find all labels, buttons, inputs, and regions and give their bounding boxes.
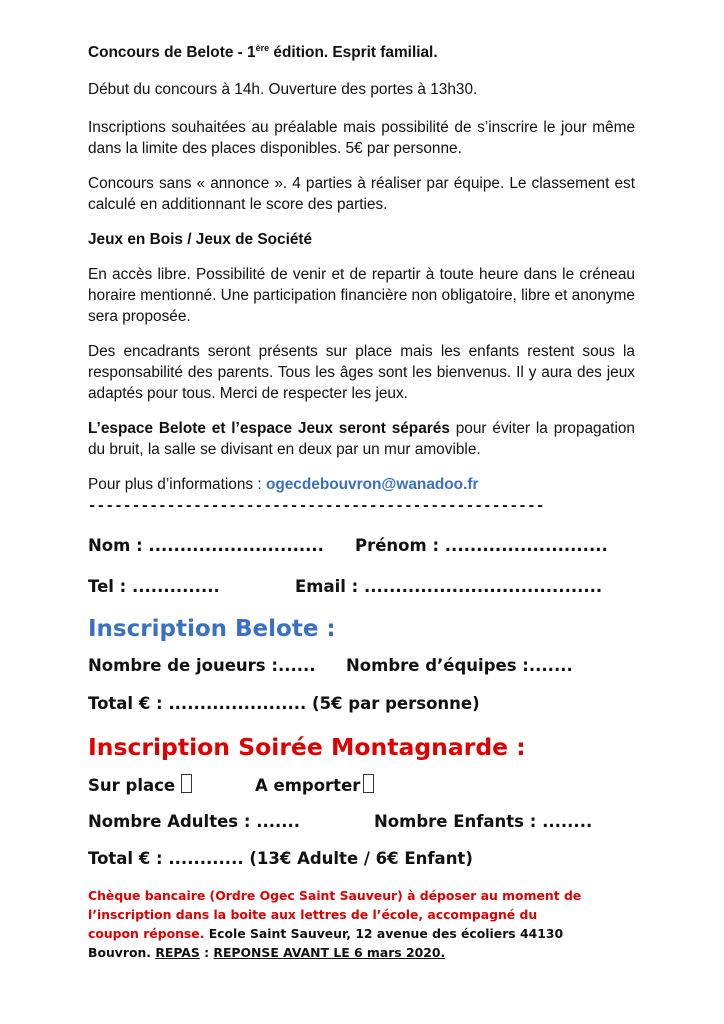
registration-info: Inscriptions souhaitées au préalable mais possibilité de s’inscrire le jour même dans la limite des places disponibles. 5€ par personne.: [88, 119, 635, 157]
contact-label: Pour plus d’informations :: [88, 476, 266, 493]
contact-line: [88, 474, 635, 495]
belote-total-field[interactable]: Total € : ...................... (5€ par personne): [88, 694, 480, 713]
nb-joueurs-field[interactable]: Nombre de joueurs :......: [88, 656, 316, 675]
contest-title-rest: édition. Esprit familial.: [269, 44, 438, 61]
note-line-4: [88, 943, 635, 962]
flyer-page: [88, 42, 635, 962]
row-name: [88, 535, 635, 557]
emporter-option: [255, 774, 374, 797]
note-line-2: l’inscription dans la boite aux lettres de l’école, accompagné du: [88, 907, 538, 922]
note-repas: REPAS: [155, 945, 200, 960]
sur-place-checkbox[interactable]: [181, 774, 192, 793]
tel-field[interactable]: Tel : ..............: [88, 577, 220, 596]
contest-title-text: Concours de Belote - 1: [88, 44, 256, 61]
soiree-total-field[interactable]: Total € : ............ (13€ Adulte / 6€ Enfant): [88, 849, 473, 868]
nom-field[interactable]: Nom : ............................: [88, 536, 324, 555]
note-colon: :: [199, 945, 214, 960]
contact-email-link[interactable]: ogecdebouvron@wanadoo.fr: [265, 476, 479, 493]
sur-place-label: Sur place: [88, 776, 176, 795]
emporter-checkbox[interactable]: [363, 774, 374, 793]
separation-rest: pour éviter la propagation du bruit, la salle se divisant en deux par un mur amovible.: [88, 420, 635, 458]
note-town: Bouvron.: [88, 945, 152, 960]
start-times: Début du concours à 14h. Ouverture des portes à 13h30.: [88, 81, 478, 98]
sur-place-option: [88, 774, 192, 797]
row-soiree-total: [88, 848, 635, 870]
soiree-heading: Inscription Soirée Montagnarde :: [88, 733, 526, 761]
row-soiree-counts: [88, 811, 635, 833]
row-meal-option: [88, 774, 635, 796]
prenom-field[interactable]: Prénom : ..........................: [355, 536, 608, 555]
games-access: En accès libre. Possibilité de venir et de repartir à toute heure dans le créneau horaire mentionné. Une participation financière non obligatoire, libre et anonyme sera proposée.: [88, 266, 635, 325]
separation-bold: L’espace Belote et l’espace Jeux seront séparés: [88, 420, 450, 437]
row-belote-counts: [88, 655, 635, 677]
registration-form: [88, 535, 635, 870]
rules-info: Concours sans « annonce ». 4 parties à réaliser par équipe. Le classement est calculé en additionnant le score des parties.: [88, 175, 635, 213]
games-supervision: Des encadrants seront présents sur place mais les enfants restent sous la responsabilité des parents. Tous les âges sont les bienvenus. Il y aura des jeux adaptés pour tous. Merci de respecter les jeux.: [88, 343, 635, 402]
nb-equipes-field[interactable]: Nombre d’équipes :.......: [346, 656, 573, 675]
note-deadline: REPONSE AVANT LE 6 mars 2020.: [213, 945, 446, 960]
nb-adultes-field[interactable]: Nombre Adultes : .......: [88, 812, 301, 831]
space-separation: [88, 418, 635, 460]
contest-title: [88, 42, 635, 63]
note-line-3: [88, 924, 635, 943]
note-coupon: coupon réponse.: [88, 926, 205, 941]
note-address: Ecole Saint Sauveur, 12 avenue des écoliers 44130: [204, 926, 564, 941]
emporter-label: A emporter: [255, 776, 361, 795]
games-heading: Jeux en Bois / Jeux de Société: [88, 231, 313, 248]
email-field[interactable]: Email : ......................................: [295, 577, 603, 596]
note-line-1: Chèque bancaire (Ordre Ogec Saint Sauveur) à déposer au moment de: [88, 888, 582, 903]
payment-note: [88, 886, 635, 962]
row-belote-total: [88, 693, 635, 715]
nb-enfants-field[interactable]: Nombre Enfants : ........: [374, 812, 593, 831]
contest-title-sup: ère: [255, 43, 270, 53]
row-contact: [88, 576, 635, 598]
cut-line: ----------------------------------------------------: [88, 498, 545, 514]
belote-heading: Inscription Belote :: [88, 616, 336, 642]
